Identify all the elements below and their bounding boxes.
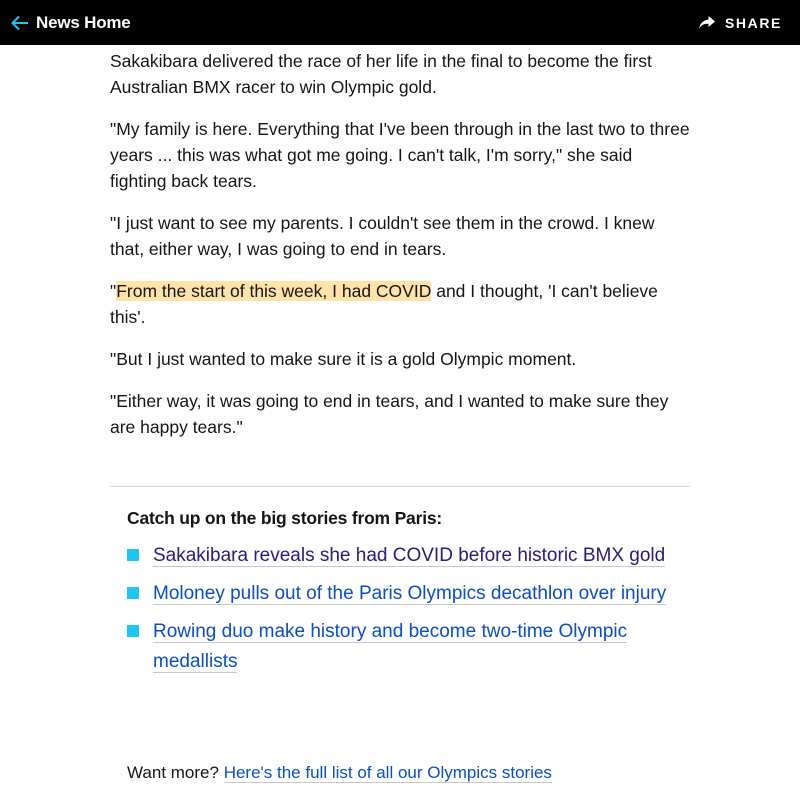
catch-up-list [127, 541, 687, 677]
catch-up-box [127, 506, 687, 685]
article-paragraph-highlighted [110, 278, 690, 330]
article-paragraph: "My family is here. Everything that I've been through in the last two to three years ... this was what got me going. I can't talk, I'm sorry," she said fighting back tears. [110, 119, 690, 191]
list-item [127, 579, 687, 609]
share-button[interactable] [698, 15, 782, 31]
highlighted-text: From the start of this week, I had COVID [116, 281, 432, 301]
story-link-moloney[interactable]: Moloney pulls out of the Paris Olympics decathlon over injury [153, 583, 667, 604]
article-paragraph: "Either way, it was going to end in tears, and I wanted to make sure they are happy tears." [110, 391, 669, 437]
square-bullet-icon [127, 549, 139, 561]
quote-mark: " [110, 281, 117, 301]
article-body [110, 22, 690, 456]
list-item [127, 541, 687, 571]
full-olympics-list-link[interactable]: Here's the full list of all our Olympics stories [223, 763, 552, 782]
arrow-left-icon [10, 13, 30, 33]
story-link-sakakibara[interactable]: Sakakibara reveals she had COVID before historic BMX gold [153, 545, 666, 566]
story-link-rowing[interactable]: Rowing duo make history and become two-time Olympic medallists [153, 621, 628, 672]
article-paragraph: "I just want to see my parents. I couldn't see them in the crowd. I knew that, either way, I was going to end in tears. [110, 213, 655, 259]
back-label: News Home [36, 12, 131, 32]
want-more-prefix: Want more? [127, 763, 224, 782]
square-bullet-icon [127, 625, 139, 637]
want-more-line [127, 761, 727, 785]
section-divider [110, 486, 690, 487]
article-paragraph: Sakakibara delivered the race of her life in the final to become the first Australian BMX racer to win Olympic gold. [110, 51, 652, 97]
list-item [127, 617, 687, 677]
share-arrow-icon [698, 15, 716, 31]
article-paragraph: "But I just wanted to make sure it is a gold Olympic moment. [110, 349, 577, 369]
catch-up-title: Catch up on the big stories from Paris: [127, 508, 443, 528]
share-label: SHARE [724, 14, 782, 31]
top-bar [0, 0, 800, 45]
quote-rest: and I thought, 'I can't believe this'. [110, 281, 658, 327]
square-bullet-icon [127, 587, 139, 599]
back-to-news-home-button[interactable] [10, 13, 131, 33]
